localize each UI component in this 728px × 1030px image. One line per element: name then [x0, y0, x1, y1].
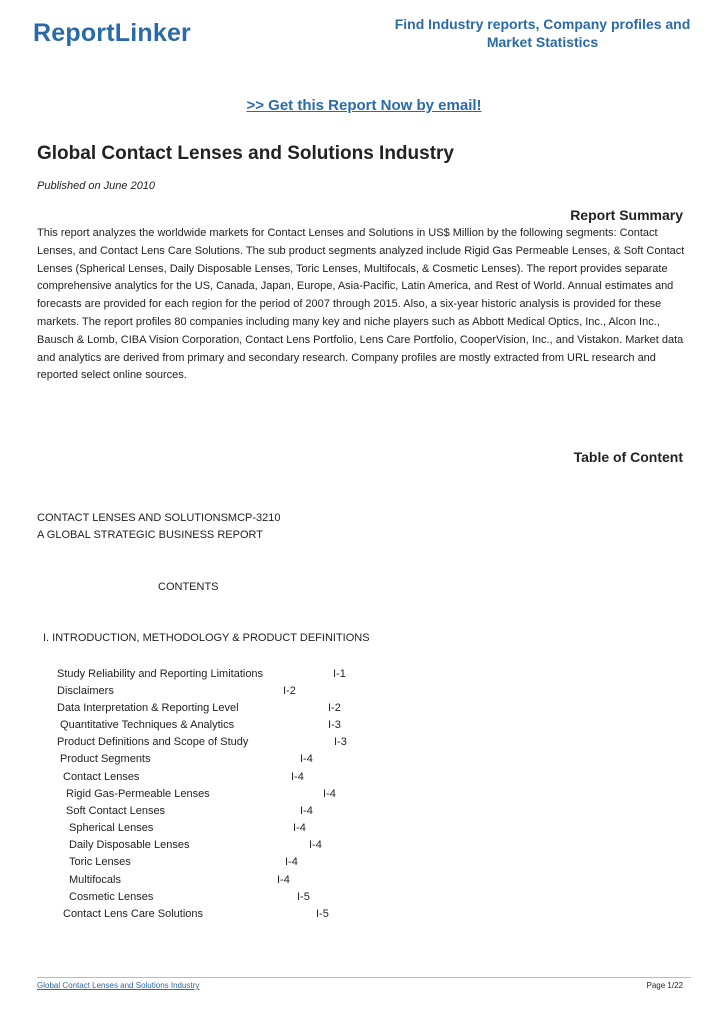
toc-item [57, 702, 239, 714]
toc-item-page: I-5 [297, 891, 310, 903]
header-tagline: Find Industry reports, Company profiles and Market Statistics [394, 16, 691, 50]
toc-item [69, 874, 121, 886]
toc-item-label: Daily Disposable Lenses [69, 839, 190, 851]
toc-item [63, 908, 203, 920]
toc-item [69, 891, 153, 903]
toc-item-label: Product Segments [60, 753, 151, 765]
toc-item-label: Disclaimers [57, 685, 114, 697]
toc-item [69, 822, 153, 834]
reportlinker-logo[interactable]: ReportLinker [33, 19, 191, 47]
toc-item-page: I-4 [293, 822, 306, 834]
toc-item [57, 736, 248, 748]
toc-item [63, 771, 139, 783]
toc-item [66, 788, 210, 800]
toc-code-line: CONTACT LENSES AND SOLUTIONSMCP-3210 [37, 512, 281, 524]
toc-item-page: I-1 [333, 668, 346, 680]
toc-item-label: Data Interpretation & Reporting Level [57, 702, 239, 714]
toc-subtitle-line: A GLOBAL STRATEGIC BUSINESS REPORT [37, 529, 263, 541]
toc-item-label: Soft Contact Lenses [66, 805, 166, 817]
toc-item-label: Contact Lenses [63, 771, 140, 783]
footer-report-link[interactable]: Global Contact Lenses and Solutions Industry [37, 981, 200, 990]
toc-item-page: I-5 [316, 908, 329, 920]
toc-item [60, 753, 151, 765]
toc-contents-label: CONTENTS [158, 581, 219, 593]
report-title: Global Contact Lenses and Solutions Industry [37, 143, 454, 164]
published-date: Published on June 2010 [37, 180, 156, 192]
report-summary-heading: Report Summary [570, 207, 683, 223]
toc-item [57, 685, 114, 697]
toc-item [66, 805, 165, 817]
toc-item-label: Contact Lens Care Solutions [63, 908, 204, 920]
toc-section-heading: I. INTRODUCTION, METHODOLOGY & PRODUCT DEFINITIONS [43, 632, 370, 644]
toc-item [69, 839, 189, 851]
report-summary-text: This report analyzes the worldwide markets for Contact Lenses and Solutions in US$ Million by the following segments: Contact Lenses, and Contact Lens Care Solutions. The sub product segments analyzed include Rigid Gas Permeable Lenses, & Soft Contact Lenses (Spherical Lenses, Daily Disposable Lenses, Toric Lenses, Multifocals, & Cosmetic Lenses). The report provides separate comprehensive analytics for the US, Canada, Japan, Europe, Asia-Pacific, Latin America, and Rest of World. Annual estimates and forecasts are provided for each region for the period of 2007 through 2015. Also, a six-year historic analysis is provided for these markets. The report profiles 80 companies including many key and niche players such as Abbott Medical Optics, Inc., Alcon Inc., Bausch & Lomb, CIBA Vision Corporation, Contact Lens Portfolio, Lens Care Portfolio, CooperVision, Inc., and Vistakon. Market data and analytics are derived from primary and secondary research. Company profiles are mostly extracted from URL research and reported select online sources. [37, 227, 685, 382]
toc-item-page: I-4 [323, 788, 336, 800]
toc-item-label: Spherical Lenses [69, 822, 154, 834]
toc-item-page: I-2 [328, 702, 341, 714]
toc-item-page: I-4 [309, 839, 322, 851]
toc-item-page: I-4 [300, 805, 313, 817]
table-of-content-heading: Table of Content [573, 449, 683, 465]
footer-divider [37, 977, 691, 978]
toc-item-page: I-2 [283, 685, 296, 697]
toc-item [57, 668, 263, 680]
toc-item-label: Study Reliability and Reporting Limitations [57, 668, 264, 680]
toc-item-label: Quantitative Techniques & Analytics [57, 719, 235, 731]
toc-item-page: I-4 [285, 856, 298, 868]
toc-item-page: I-3 [328, 719, 341, 731]
toc-item-label: Toric Lenses [69, 856, 131, 868]
toc-item-page: I-3 [334, 736, 347, 748]
toc-item-page: I-4 [300, 753, 313, 765]
toc-item-label: Multifocals [69, 874, 121, 886]
toc-item-page: I-4 [291, 771, 304, 783]
toc-item-label: Rigid Gas-Permeable Lenses [66, 788, 210, 800]
toc-item-label: Cosmetic Lenses [69, 891, 154, 903]
footer-page-number: Page 1/22 [646, 981, 683, 990]
toc-item [57, 719, 234, 731]
toc-item-page: I-4 [277, 874, 290, 886]
get-report-link[interactable]: >> Get this Report Now by email! [246, 97, 482, 114]
toc-item [69, 856, 131, 868]
toc-item-label: Product Definitions and Scope of Study [57, 736, 249, 748]
